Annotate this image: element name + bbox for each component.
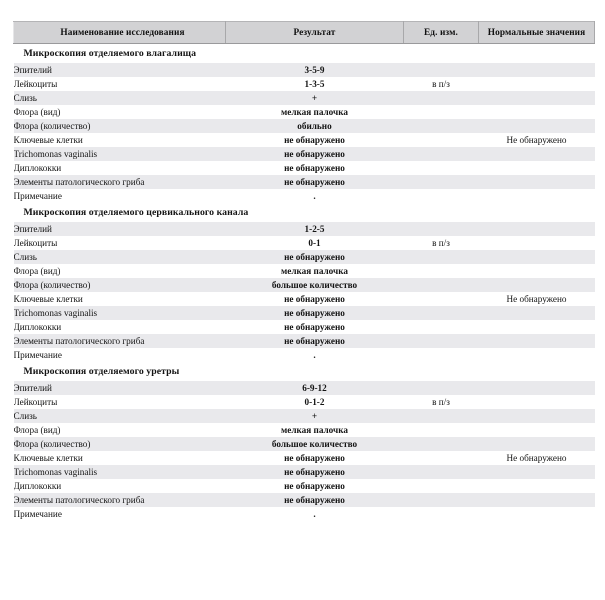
cell-unit bbox=[404, 493, 479, 507]
cell-test-name: Флора (вид) bbox=[14, 105, 226, 119]
table-row bbox=[14, 63, 595, 77]
cell-result-value: не обнаружено bbox=[226, 306, 404, 320]
cell-reference-range bbox=[479, 189, 595, 203]
cell-reference-range bbox=[479, 77, 595, 91]
cell-reference-range: Не обнаружено bbox=[479, 133, 595, 147]
cell-test-name: Примечание bbox=[14, 348, 226, 362]
cell-result-value: + bbox=[226, 91, 404, 105]
cell-result-value: обильно bbox=[226, 119, 404, 133]
section-header-row bbox=[14, 203, 595, 222]
cell-result-value: мелкая палочка bbox=[226, 105, 404, 119]
cell-test-name: Trichomonas vaginalis bbox=[14, 306, 226, 320]
table-row bbox=[14, 77, 595, 91]
cell-test-name: Элементы патологического гриба bbox=[14, 493, 226, 507]
cell-test-name: Флора (вид) bbox=[14, 264, 226, 278]
cell-unit bbox=[404, 437, 479, 451]
cell-unit bbox=[404, 348, 479, 362]
cell-result-value: не обнаружено bbox=[226, 479, 404, 493]
cell-reference-range bbox=[479, 175, 595, 189]
lab-report bbox=[13, 21, 594, 521]
cell-result-value: 6-9-12 bbox=[226, 381, 404, 395]
cell-result-value: мелкая палочка bbox=[226, 423, 404, 437]
table-row bbox=[14, 507, 595, 521]
cell-test-name: Ключевые клетки bbox=[14, 451, 226, 465]
table-row bbox=[14, 133, 595, 147]
cell-test-name: Элементы патологического гриба bbox=[14, 334, 226, 348]
cell-reference-range bbox=[479, 465, 595, 479]
cell-result-value: не обнаружено bbox=[226, 334, 404, 348]
table-row bbox=[14, 437, 595, 451]
cell-result-value: большое количество bbox=[226, 437, 404, 451]
cell-result-value: не обнаружено bbox=[226, 147, 404, 161]
cell-result-value: . bbox=[226, 348, 404, 362]
cell-reference-range bbox=[479, 147, 595, 161]
cell-reference-range bbox=[479, 320, 595, 334]
cell-unit bbox=[404, 278, 479, 292]
cell-reference-range bbox=[479, 63, 595, 77]
cell-result-value: + bbox=[226, 409, 404, 423]
cell-unit bbox=[404, 306, 479, 320]
cell-result-value: 0-1 bbox=[226, 236, 404, 250]
cell-unit bbox=[404, 222, 479, 236]
cell-test-name: Флора (вид) bbox=[14, 423, 226, 437]
cell-test-name: Trichomonas vaginalis bbox=[14, 147, 226, 161]
cell-reference-range bbox=[479, 479, 595, 493]
table-row bbox=[14, 493, 595, 507]
cell-reference-range: Не обнаружено bbox=[479, 292, 595, 306]
cell-unit bbox=[404, 423, 479, 437]
cell-test-name: Флора (количество) bbox=[14, 119, 226, 133]
table-row bbox=[14, 451, 595, 465]
cell-result-value: не обнаружено bbox=[226, 493, 404, 507]
table-body bbox=[14, 44, 595, 522]
table-row bbox=[14, 264, 595, 278]
cell-reference-range bbox=[479, 381, 595, 395]
table-row bbox=[14, 381, 595, 395]
cell-unit bbox=[404, 63, 479, 77]
cell-result-value: . bbox=[226, 507, 404, 521]
cell-test-name: Диплококки bbox=[14, 320, 226, 334]
cell-unit bbox=[404, 507, 479, 521]
cell-test-name: Слизь bbox=[14, 91, 226, 105]
cell-unit bbox=[404, 465, 479, 479]
cell-unit bbox=[404, 381, 479, 395]
cell-unit bbox=[404, 91, 479, 105]
table-row bbox=[14, 334, 595, 348]
cell-test-name: Слизь bbox=[14, 409, 226, 423]
table-row bbox=[14, 222, 595, 236]
cell-result-value: 3-5-9 bbox=[226, 63, 404, 77]
cell-reference-range bbox=[479, 250, 595, 264]
cell-reference-range bbox=[479, 395, 595, 409]
cell-reference-range bbox=[479, 306, 595, 320]
cell-result-value: большое количество bbox=[226, 278, 404, 292]
cell-test-name: Флора (количество) bbox=[14, 437, 226, 451]
cell-unit bbox=[404, 451, 479, 465]
cell-reference-range bbox=[479, 161, 595, 175]
cell-result-value: не обнаружено bbox=[226, 292, 404, 306]
cell-test-name: Примечание bbox=[14, 507, 226, 521]
table-row bbox=[14, 423, 595, 437]
cell-reference-range bbox=[479, 423, 595, 437]
cell-reference-range bbox=[479, 278, 595, 292]
cell-test-name: Слизь bbox=[14, 250, 226, 264]
cell-result-value: 0-1-2 bbox=[226, 395, 404, 409]
cell-result-value: не обнаружено bbox=[226, 175, 404, 189]
cell-test-name: Флора (количество) bbox=[14, 278, 226, 292]
cell-reference-range bbox=[479, 334, 595, 348]
cell-unit bbox=[404, 320, 479, 334]
cell-result-value: 1-2-5 bbox=[226, 222, 404, 236]
cell-reference-range bbox=[479, 119, 595, 133]
section-header-row bbox=[14, 44, 595, 64]
cell-unit bbox=[404, 334, 479, 348]
header-row bbox=[14, 22, 595, 44]
cell-reference-range bbox=[479, 348, 595, 362]
table-row bbox=[14, 161, 595, 175]
cell-reference-range bbox=[479, 105, 595, 119]
table-row bbox=[14, 236, 595, 250]
cell-test-name: Ключевые клетки bbox=[14, 292, 226, 306]
section-title: Микроскопия отделяемого цервикального канала bbox=[14, 203, 595, 222]
cell-test-name: Лейкоциты bbox=[14, 395, 226, 409]
cell-test-name: Лейкоциты bbox=[14, 77, 226, 91]
table-row bbox=[14, 306, 595, 320]
section-header-row bbox=[14, 362, 595, 381]
cell-reference-range bbox=[479, 222, 595, 236]
cell-result-value: не обнаружено bbox=[226, 320, 404, 334]
cell-unit bbox=[404, 147, 479, 161]
cell-result-value: не обнаружено bbox=[226, 451, 404, 465]
cell-unit bbox=[404, 161, 479, 175]
table-row bbox=[14, 175, 595, 189]
cell-unit bbox=[404, 189, 479, 203]
table-row bbox=[14, 119, 595, 133]
section-title: Микроскопия отделяемого уретры bbox=[14, 362, 595, 381]
column-header-name: Наименование исследования bbox=[14, 22, 226, 44]
cell-reference-range bbox=[479, 91, 595, 105]
table-row bbox=[14, 395, 595, 409]
cell-reference-range bbox=[479, 264, 595, 278]
cell-test-name: Ключевые клетки bbox=[14, 133, 226, 147]
cell-unit bbox=[404, 292, 479, 306]
cell-reference-range bbox=[479, 437, 595, 451]
cell-unit bbox=[404, 250, 479, 264]
cell-unit: в п/з bbox=[404, 395, 479, 409]
cell-reference-range: Не обнаружено bbox=[479, 451, 595, 465]
table-row bbox=[14, 292, 595, 306]
cell-test-name: Лейкоциты bbox=[14, 236, 226, 250]
cell-unit bbox=[404, 105, 479, 119]
cell-test-name: Диплококки bbox=[14, 161, 226, 175]
cell-test-name: Эпителий bbox=[14, 63, 226, 77]
cell-test-name: Диплококки bbox=[14, 479, 226, 493]
cell-reference-range bbox=[479, 236, 595, 250]
results-table bbox=[13, 21, 595, 521]
cell-test-name: Элементы патологического гриба bbox=[14, 175, 226, 189]
cell-test-name: Эпителий bbox=[14, 381, 226, 395]
cell-reference-range bbox=[479, 493, 595, 507]
table-row bbox=[14, 465, 595, 479]
table-row bbox=[14, 320, 595, 334]
table-row bbox=[14, 91, 595, 105]
cell-result-value: не обнаружено bbox=[226, 161, 404, 175]
table-row bbox=[14, 348, 595, 362]
table-header bbox=[14, 22, 595, 44]
cell-result-value: не обнаружено bbox=[226, 133, 404, 147]
cell-test-name: Trichomonas vaginalis bbox=[14, 465, 226, 479]
cell-unit bbox=[404, 409, 479, 423]
column-header-result: Результат bbox=[226, 22, 404, 44]
cell-unit bbox=[404, 264, 479, 278]
table-row bbox=[14, 147, 595, 161]
cell-test-name: Эпителий bbox=[14, 222, 226, 236]
cell-result-value: . bbox=[226, 189, 404, 203]
cell-result-value: не обнаружено bbox=[226, 250, 404, 264]
table-row bbox=[14, 409, 595, 423]
cell-unit bbox=[404, 175, 479, 189]
cell-reference-range bbox=[479, 409, 595, 423]
cell-result-value: 1-3-5 bbox=[226, 77, 404, 91]
cell-unit: в п/з bbox=[404, 236, 479, 250]
cell-result-value: не обнаружено bbox=[226, 465, 404, 479]
cell-unit bbox=[404, 133, 479, 147]
cell-reference-range bbox=[479, 507, 595, 521]
cell-test-name: Примечание bbox=[14, 189, 226, 203]
cell-unit: в п/з bbox=[404, 77, 479, 91]
cell-result-value: мелкая палочка bbox=[226, 264, 404, 278]
section-title: Микроскопия отделяемого влагалища bbox=[14, 44, 595, 64]
table-row bbox=[14, 189, 595, 203]
column-header-unit: Ед. изм. bbox=[404, 22, 479, 44]
table-row bbox=[14, 278, 595, 292]
table-row bbox=[14, 479, 595, 493]
table-row bbox=[14, 105, 595, 119]
cell-unit bbox=[404, 119, 479, 133]
cell-unit bbox=[404, 479, 479, 493]
table-row bbox=[14, 250, 595, 264]
column-header-norm: Нормальные значения bbox=[479, 22, 595, 44]
